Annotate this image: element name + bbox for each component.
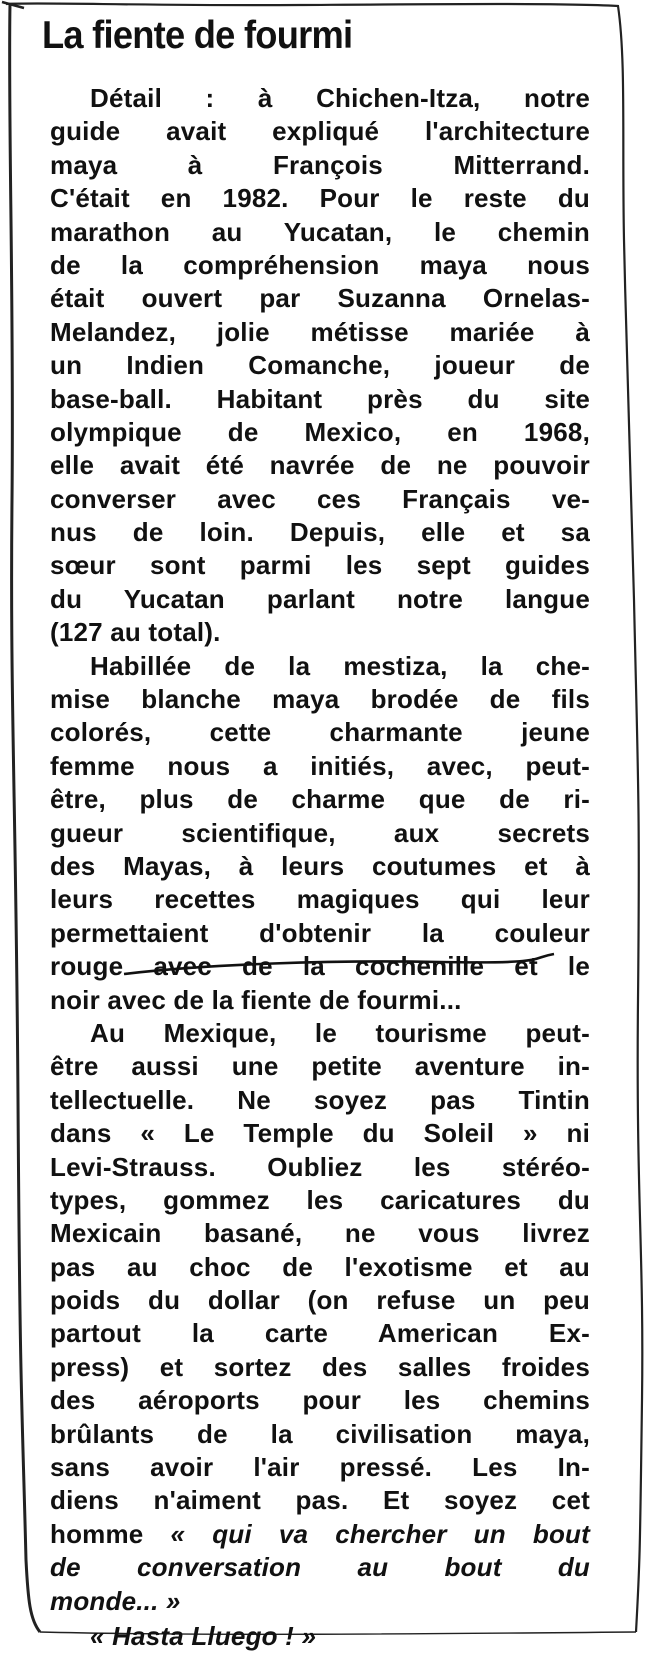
article-body xyxy=(50,82,590,1653)
paragraph-3-line: Mexicain basané, ne vous livrez xyxy=(50,1218,590,1249)
paragraph-2-line: permettaient d'obtenir la couleur xyxy=(50,917,590,948)
paragraph-3-line: diens n'aiment pas. Et soyez cet xyxy=(50,1485,590,1516)
paragraph-1-line: converser avec ces Français ve- xyxy=(50,483,590,514)
paragraph-1-line: Melandez, jolie métisse mariée à xyxy=(50,316,590,347)
paragraph-2-line: rouge avec de la cochenille et le xyxy=(50,951,590,982)
paragraph-3-line: pas au choc de l'exotisme et au xyxy=(50,1251,590,1282)
quoted-italic: « qui va chercher un bout xyxy=(170,1518,590,1549)
paragraph-1-line: du Yucatan parlant notre langue xyxy=(50,583,590,614)
paragraph-3-line: tellectuelle. Ne soyez pas Tintin xyxy=(50,1084,590,1115)
paragraph-3-line: Au Mexique, le tourisme peut- xyxy=(90,1017,590,1048)
paragraph-1-line: guide avait expliqué l'architecture xyxy=(50,116,590,147)
underlined-line: noir avec de la fiente de fourmi... xyxy=(50,984,462,1015)
paragraph-1-line: maya à François Mitterrand. xyxy=(50,149,590,180)
paragraph-2-line: être, plus de charme que de ri- xyxy=(50,784,590,815)
paragraph-1-line: sœur sont parmi les sept guides xyxy=(50,550,590,581)
paragraph-1-line: nus de loin. Depuis, elle et sa xyxy=(50,517,590,548)
mixed-italic-line: homme « qui va chercher un bout xyxy=(50,1518,590,1549)
paragraph-3-line: être aussi une petite aventure in- xyxy=(50,1051,590,1082)
paragraph-1-line: base-ball. Habitant près du site xyxy=(50,383,590,414)
paragraph-3-line: sans avoir l'air pressé. Les In- xyxy=(50,1452,590,1483)
paragraph-3-line: press) et sortez des salles froides xyxy=(50,1351,590,1382)
paragraph-1-line: marathon au Yucatan, le chemin xyxy=(50,216,590,247)
paragraph-2-line: mise blanche maya brodée de fils xyxy=(50,684,590,715)
paragraph-1-line: (127 au total). xyxy=(50,617,221,648)
paragraph-3-line: brûlants de la civilisation maya, xyxy=(50,1418,590,1449)
paragraph-1-line: de la compréhension maya nous xyxy=(50,249,590,280)
article-title: La fiente de fourmi xyxy=(42,14,353,57)
underlined-phrase: avec de la fiente de fourmi xyxy=(107,984,440,1015)
paragraph-3-line: Levi-Strauss. Oubliez les stéréo- xyxy=(50,1151,590,1182)
paragraph-3-line: poids du dollar (on refuse un peu xyxy=(50,1285,590,1316)
paragraph-1-line: olympique de Mexico, en 1968, xyxy=(50,416,590,447)
paragraph-1-line: Détail : à Chichen-Itza, notre xyxy=(90,83,590,113)
paragraph-3-line: partout la carte American Ex- xyxy=(50,1318,590,1349)
italic-quote-line: de conversation au bout du xyxy=(50,1552,590,1583)
paragraph-2-line: femme nous a initiés, avec, peut- xyxy=(50,750,590,781)
paragraph-1-line: elle avait été navrée de ne pouvoir xyxy=(50,450,590,481)
paragraph-1-line: un Indien Comanche, joueur de xyxy=(50,350,590,381)
paragraph-2-line: leurs recettes magiques qui leur xyxy=(50,884,590,915)
paragraph-3-line: dans « Le Temple du Soleil » ni xyxy=(50,1118,590,1149)
italic-quote-line: monde... » xyxy=(50,1585,181,1616)
paragraph-2-line: Habillée de la mestiza, la che- xyxy=(90,650,590,681)
paragraph-2-line: colorés, cette charmante jeune xyxy=(50,717,590,748)
paragraph-1-line: était ouvert par Suzanna Ornelas- xyxy=(50,283,590,314)
paragraph-3-line: types, gommez les caricatures du xyxy=(50,1184,590,1215)
paragraph-2-line: gueur scientifique, aux secrets xyxy=(50,817,590,848)
paragraph-3-line: des aéroports pour les chemins xyxy=(50,1385,590,1416)
closing-quote: « Hasta Lluego ! » xyxy=(90,1620,317,1651)
paragraph-2-line: des Mayas, à leurs coutumes et à xyxy=(50,850,590,881)
paragraph-1-line: C'était en 1982. Pour le reste du xyxy=(50,183,590,214)
